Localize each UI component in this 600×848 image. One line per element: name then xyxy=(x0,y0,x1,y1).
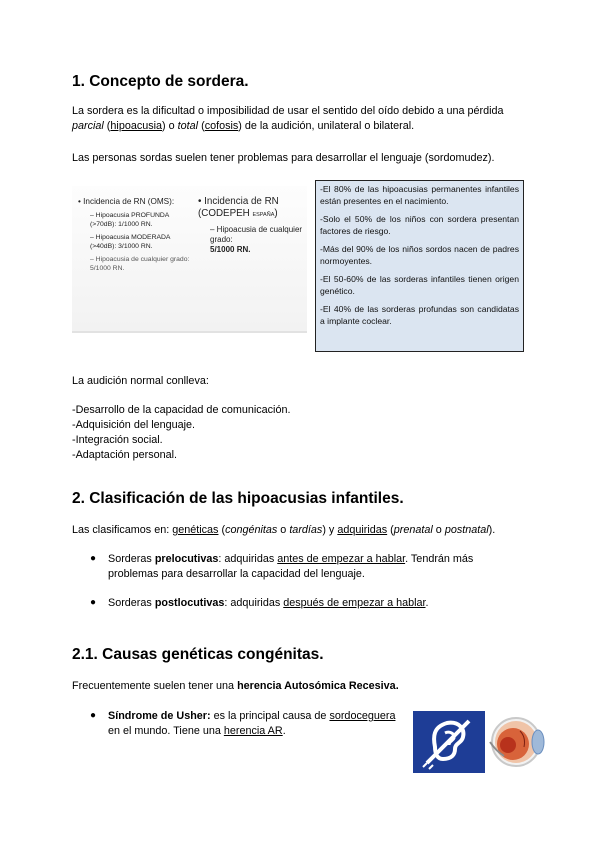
definition-paragraph: La sordera es la dificultad o imposibilidad de usar el sentido del oído debido a una pérdida parcial (hipoacusia) o total (cofosis) de la audición, unilateral o bilateral. xyxy=(72,105,504,132)
list-item: -Adaptación personal. xyxy=(72,449,178,461)
info-item: -Solo el 50% de los niños con sordera presentan factores de riesgo. xyxy=(320,214,519,236)
section-1-title: 1. Concepto de sordera. xyxy=(72,73,249,90)
postlocutive-bullet: Sorderas postlocutivas: adquiridas después de empezar a hablar. xyxy=(108,597,429,609)
section-2-1-title: 2.1. Causas genéticas congénitas. xyxy=(72,646,324,663)
normal-hearing-intro: La audición normal conlleva: xyxy=(72,375,209,387)
info-item: -Más del 90% de los niños sordos nacen de padres normoyentes. xyxy=(320,244,519,266)
list-item: -Adquisición del lenguaje. xyxy=(72,419,196,431)
classification-intro: Las clasificamos en: genéticas (congénitas o tardías) y adquiridas (prenatal o postnatal). xyxy=(72,524,496,536)
info-item: -El 40% de las sorderas profundas son candidatas a implante coclear. xyxy=(320,304,519,326)
usher-bullet: Síndrome de Usher: es la principal causa de sordoceguera en el mundo. Tiene una herencia AR. xyxy=(108,710,396,737)
section-2-title: 2. Clasificación de las hipoacusias infantiles. xyxy=(72,490,404,507)
bullet-icon: ● xyxy=(90,553,97,564)
language-paragraph: Las personas sordas suelen tener problemas para desarrollar el lenguaje (sordomudez). xyxy=(72,152,495,164)
hearing-loss-icon xyxy=(413,711,485,773)
bullet-icon: ● xyxy=(90,710,97,721)
info-item: -El 80% de las hipoacusias permanentes infantiles están presentes en el nacimiento. xyxy=(320,184,519,206)
slide-codepeh-column: • Incidencia de RN (CODEPEH ESPAÑA) – Hipoacusia de cualquier grado: 5/1000 RN. xyxy=(198,196,303,254)
eye-anatomy-icon xyxy=(486,711,548,773)
normal-hearing-list xyxy=(72,403,290,463)
slide-oms-column: • Incidencia de RN (OMS): – Hipoacusia PROFUNDA (>70dB): 1/1000 RN. – Hipoacusia MODERADA (>40dB): 3/1000 RN. – Hipoacusia de cualquier grado: 5/1000 RN. xyxy=(78,197,190,272)
bullet-icon: ● xyxy=(90,597,97,608)
incidence-slide-image xyxy=(72,186,307,333)
prelocutive-bullet: Sorderas prelocutivas: adquiridas antes de empezar a hablar. Tendrán más problemas para desarrollar la capacidad del lenguaje. xyxy=(108,553,474,580)
statistics-info-box xyxy=(315,180,524,352)
info-item: -El 50-60% de las sorderas infantiles tienen origen genético. xyxy=(320,274,519,296)
genetic-intro: Frecuentemente suelen tener una herencia Autosómica Recesiva. xyxy=(72,680,399,692)
list-item: -Desarrollo de la capacidad de comunicación. xyxy=(72,404,291,416)
list-item: -Integración social. xyxy=(72,434,163,446)
